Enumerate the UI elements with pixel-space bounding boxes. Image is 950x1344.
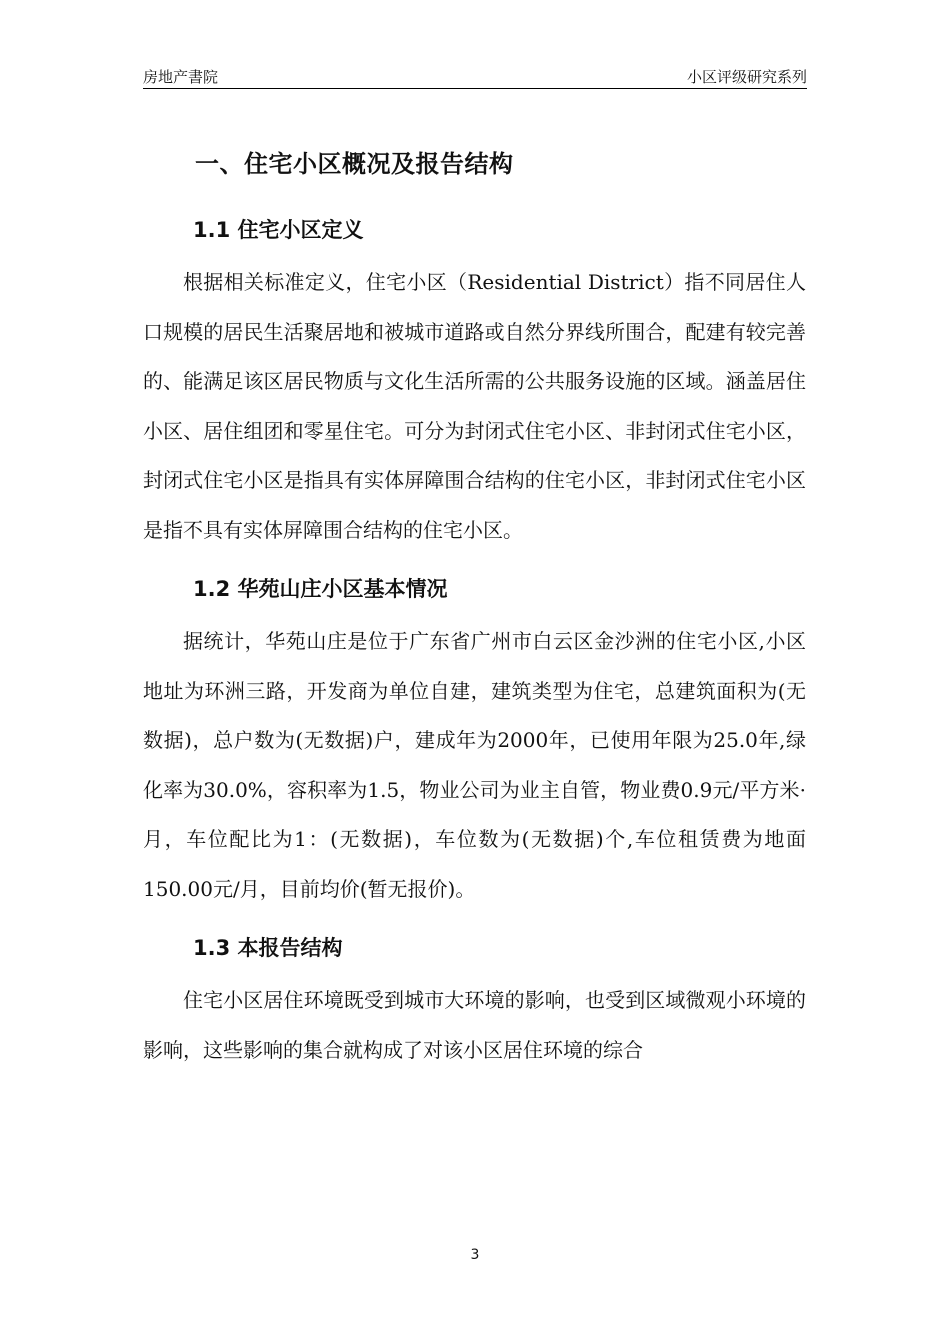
section-heading-1-3: 1.3 本报告结构: [193, 936, 343, 960]
section-paragraph-1-2: 据统计，华苑山庄是位于广东省广州市白云区金沙洲的住宅小区,小区地址为环洲三路，开发商为单位自建，建筑类型为住宅，总建筑面积为(无数据)，总户数为(无数据)户，建成年为2000年，已使用年限为25.0年,绿化率为30.0%，容积率为1.5，物业公司为业主自管，物业费0.9元/平方米·月，车位配比为1：(无数据)，车位数为(无数据)个,车位租赁费为地面150.00元/月，目前均价(暂无报价)。: [143, 629, 806, 901]
page-content: [143, 140, 806, 1075]
header-left-text: 房地产書院: [143, 68, 219, 86]
section-heading-1-2: 1.2 华苑山庄小区基本情况: [193, 577, 448, 601]
section-heading-1-1: 1.1 住宅小区定义: [193, 218, 364, 242]
header-right-text: 小区评级研究系列: [686, 68, 807, 86]
page-number: 3: [470, 1247, 480, 1263]
page-header: [143, 66, 807, 89]
section-paragraph-1-3: 住宅小区居住环境既受到城市大环境的影响，也受到区域微观小环境的影响，这些影响的集合就构成了对该小区居住环境的综合: [143, 988, 806, 1062]
section-paragraph-1-1: 根据相关标准定义，住宅小区（Residential District）指不同居住人口规模的居民生活聚居地和被城市道路或自然分界线所围合，配建有较完善的、能满足该区居民物质与文化生活所需的公共服务设施的区域。涵盖居住小区、居住组团和零星住宅。可分为封闭式住宅小区、非封闭式住宅小区，封闭式住宅小区是指具有实体屏障围合结构的住宅小区，非封闭式住宅小区是指不具有实体屏障围合结构的住宅小区。: [143, 270, 806, 542]
chapter-title: 一、住宅小区概况及报告结构: [195, 150, 514, 178]
